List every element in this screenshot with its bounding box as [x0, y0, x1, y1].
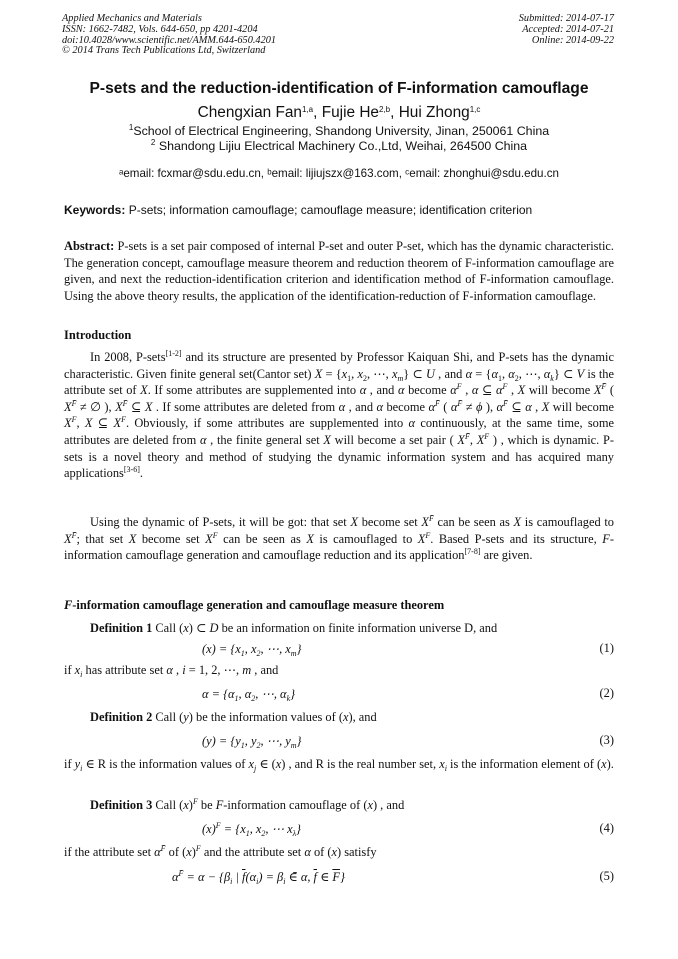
- equation-2: $\alpha = \{\alpha_1$, $\alpha_2$, ⋯, $\alpha_k$}: [202, 687, 296, 703]
- aff1-text: School of Electrical Engineering, Shandong University, Jinan, 250061 China: [133, 124, 550, 138]
- definition-2-label: Definition 2: [90, 710, 153, 724]
- dates-header: [519, 14, 614, 46]
- intro-paragraph-1: In 2008, P-sets[1-2] and its structure are presented by Professor Kaiquan Shi, and P-sets has the dynamic characteristic. Given finite general set(Cantor set) $X = \{x_1$, $x_2$, ⋯, $x_m$} ⊂ U , and $\alpha = \{\alpha_1$, $\alpha_2$, ⋯, $\alpha_k$} ⊂ V is the attribute set of X. If some attributes are supplemented into α , and α become $\alpha^F$ , α ⊆ $\alpha^F$ , X will become $X^{F̄}$ ( $X^{F̄}$ ≠ ∅ ), $X^{F̄}$ ⊆ X . If some attributes are deleted from α , and α become $\alpha^{F̄}$ ( $\alpha^{F̄} \ne \phi$ ), $\alpha^{F̄}$ ⊆ α , X will become $X^F$, X ⊆ $X^F$. Obviously, if some attributes are supplemented into α continuously, at the same time, some attributes are deleted from α , the finite general set X will become a set pair ( $X^{F̄}$, $X^F$ ) , which is dynamic. P-sets is a novel theory and method of studying the dynamic information system and has acquired many applications[3-6].: [64, 349, 615, 481]
- section-f-information: F-information camouflage generation and camouflage measure theorem: [64, 598, 445, 612]
- online-date: Online: 2014-09-22: [531, 34, 614, 46]
- equation-number-1: (1): [599, 641, 614, 655]
- author-1: Chengxian Fan: [197, 104, 302, 121]
- journal-header: [62, 14, 276, 57]
- keywords-text: P-sets; information camouflage; camouflage measure; identification criterion: [128, 203, 533, 217]
- equation-1: $(x) = \{x_1$, $x_2$, ⋯, $x_m$}: [202, 642, 302, 658]
- section-introduction: Introduction: [64, 328, 132, 342]
- aff2-sup: 2: [150, 138, 156, 147]
- abstract: [64, 238, 614, 304]
- definition-1-label: Definition 1: [90, 621, 153, 635]
- aff1-sup: 1: [128, 123, 134, 132]
- author-3-sup: 1,c: [469, 105, 481, 114]
- equation-number-4: (4): [599, 821, 614, 835]
- definition-1-cont: if $x_i$ has attribute set α , i = 1, 2, ⋯, m , and: [64, 663, 279, 679]
- paper-title: P-sets and the reduction-identification of F-information camouflage: [89, 80, 589, 97]
- abstract-label: Abstract:: [64, 239, 115, 253]
- author-3: Hui Zhong: [398, 104, 470, 121]
- definition-3: Definition 3 Call $(x)^F$ be F-information camouflage of (x) , and: [90, 797, 405, 812]
- doi-line: doi:10.4028/www.scientific.net/AMM.644-650.4201: [62, 34, 277, 46]
- keywords: [64, 202, 614, 219]
- author-2: Fujie He: [321, 104, 379, 121]
- author-1-sup: 1,a: [302, 105, 314, 114]
- author-2-sup: 2,b: [379, 105, 391, 114]
- equation-4: $(x)^F = \{x_1$, $x_2$, ⋯ $x_\lambda$}: [202, 821, 302, 838]
- definition-3-cont: if the attribute set $\alpha^{F̄}$ of $(x)^F$ and the attribute set α of (x) satisfy: [64, 844, 377, 859]
- submitted-date: Submitted: 2014-07-17: [518, 13, 614, 24]
- equation-3: $(y) = \{y_1$, $y_2$, ⋯, $y_m$}: [202, 734, 302, 750]
- issn-line: ISSN: 1662-7482, Vols. 644-650, pp 4201-4204: [62, 23, 258, 35]
- affiliation-1: [0, 124, 678, 138]
- affiliation-2: [0, 139, 678, 153]
- intro-paragraph-2: Using the dynamic of P-sets, it will be got: that set X become set $X^{F̄}$ can be seen as X is camouflaged to $X^{F̄}$; that set X become set $X^F$ can be seen as X is camouflaged to $X^F$. Based P-sets and its structure, F-information camouflage generation and camouflage reduction and its application[7-8] are given.: [64, 514, 615, 563]
- equation-number-2: (2): [599, 686, 614, 700]
- copyright-line: © 2014 Trans Tech Publications Ltd, Switzerland: [62, 45, 266, 57]
- keywords-label: Keywords:: [64, 203, 126, 217]
- equation-number-5: (5): [599, 869, 614, 883]
- equation-5: $\alpha^{F̄} = \alpha - \{\beta_i$ | $\overline{f}(\alpha_i) = \beta_i$ ∈̄ α, $\overline{f}$ ∈ $\overline{F}$}: [172, 869, 345, 886]
- journal-name: Applied Mechanics and Materials: [62, 13, 202, 24]
- accepted-date: Accepted: 2014-07-21: [522, 23, 614, 35]
- definition-3-label: Definition 3: [90, 798, 153, 812]
- definition-2-cont: if $y_i$ ∈ R is the information values of $x_j$ ∈ (x) , and R is the real number set, $x_i$ is the information element of (x).: [64, 757, 614, 773]
- aff2-text: Shandong Lijiu Electrical Machinery Co.,Ltd, Weihai, 264500 China: [158, 139, 528, 153]
- author-list: Chengxian Fan$^{1,a}$, Fujie He$^{2,b}$, Hui Zhong$^{1,c}$: [197, 104, 481, 121]
- definition-2: Definition 2 Call (y) be the information values of (x), and: [90, 710, 377, 724]
- equation-number-3: (3): [599, 733, 614, 747]
- email-line: ᵃemail: fcxmar@sdu.edu.cn, ᵇemail: lijiujszx@163.com, ᶜemail: zhonghui@sdu.edu.cn: [119, 167, 559, 180]
- definition-1: Definition 1 Call (x) ⊂ D be an information on finite information universe D, and: [90, 621, 498, 635]
- abstract-text: P-sets is a set pair composed of internal P-set and outer P-set, which has the dynamic characteristic. The generation concept, camouflage measure theorem and reduction theorem of F-information camouflage are given, and next the reduction-identification criterion and identification method of F-information camouflage. Using the above theory results, the application of the identification-reduction of F-information camouflage.: [64, 239, 614, 303]
